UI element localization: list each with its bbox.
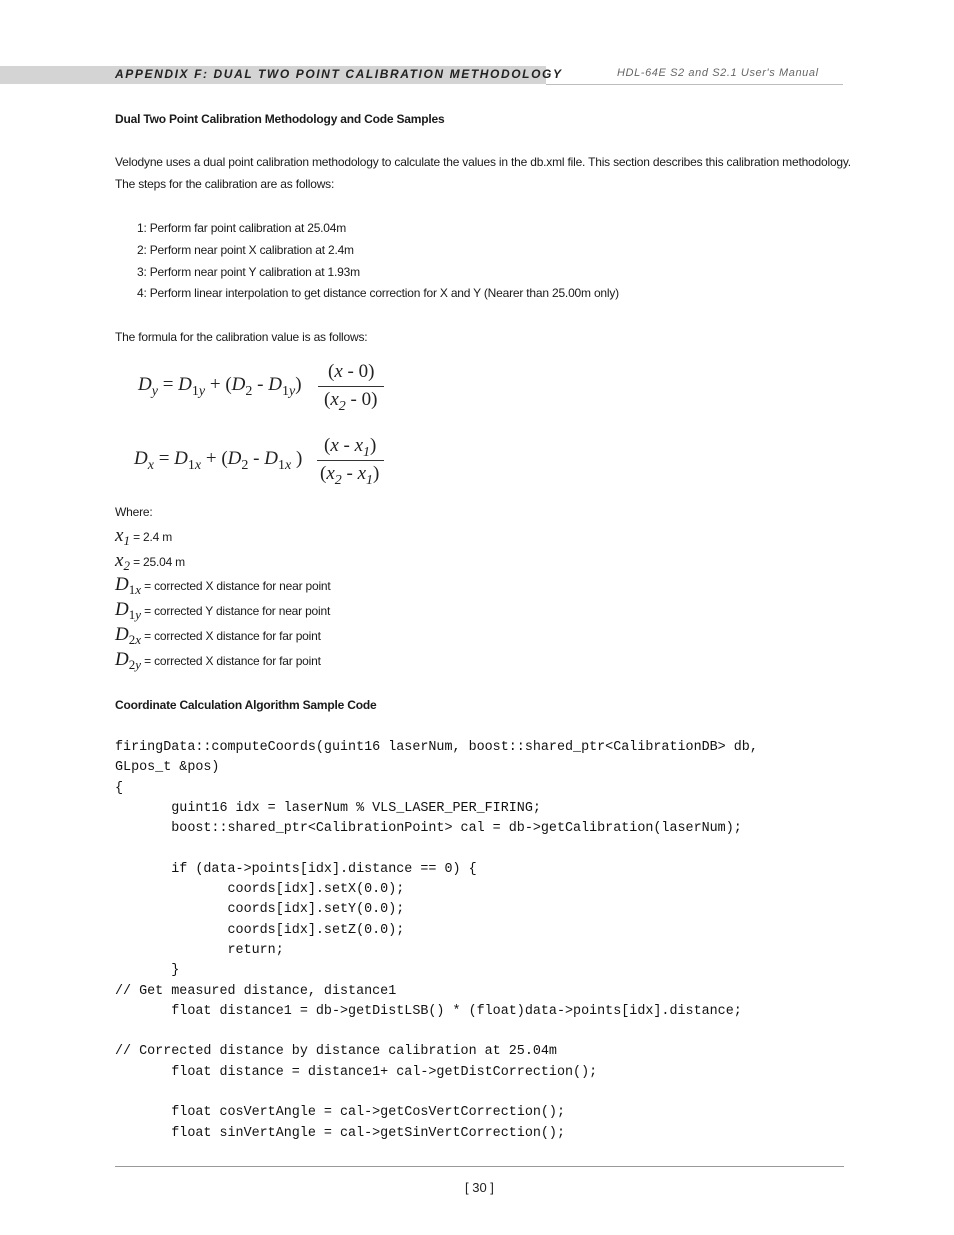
symbol-d2x: $D_{2x}$ <box>115 624 142 647</box>
manual-title: HDL-64E S2 and S2.1 User's Manual <box>617 67 819 79</box>
code-heading: Coordinate Calculation Algorithm Sample Code <box>115 698 377 712</box>
fraction-bar <box>318 386 384 387</box>
header-rule <box>546 84 843 85</box>
definition-d1x: $D_{1x}$ = corrected X distance for near point <box>115 574 331 597</box>
formula-dx-denominator: $(x_2 - x_1)$ <box>320 463 380 488</box>
symbol-x2: $x_2$ <box>115 550 130 573</box>
symbol-d1y: $D_{1y}$ <box>115 599 142 622</box>
code-sample: firingData::computeCoords(guint16 laserNum, boost::shared_ptr<CalibrationDB> db, GLpos_t &pos) { guint16 idx = laserNum % VLS_LASER_PER_FIRING; boost::shared_ptr<CalibrationPoint> cal = db->getCalibration(laserNum); if (data->points[idx].distance == 0) { coords[idx].setX(0.0); coords[idx].setY(0.0); coords[idx].setZ(0.0); return; } // Get measured distance, distance1 float distance1 = db->getDistLSB() * (float)data->points[idx].distance; // Corrected distance by distance calibration at 25.04m float distance = distance1+ cal->getDistCorrection(); float cosVertAngle = cal->getCosVertCorrection(); float sinVertAngle = cal->getSinVertCorrection(); <box>115 740 758 1141</box>
definition-d2x: $D_{2x}$ = corrected X distance for far point <box>115 624 321 647</box>
definition-x2: $x_2 = 25.04$ m <box>115 550 185 573</box>
definition-d2y: $D_{2y}$ = corrected X distance for far point <box>115 649 321 672</box>
step-item: 1: Perform far point calibration at 25.04m <box>137 221 347 235</box>
step-item: 3: Perform near point Y calibration at 1.93m <box>137 265 360 279</box>
section-heading: Dual Two Point Calibration Methodology and Code Samples <box>115 112 445 126</box>
symbol-d2y: $D_{2y}$ <box>115 649 142 672</box>
definition-x1: $x_1 = 2.4$ m <box>115 525 173 548</box>
formula-dx-lhs: $D_x = D_{1x} + (D_2 - D_{1x}$ ) <box>134 448 303 473</box>
formula-intro: The formula for the calibration value is as follows: <box>115 330 368 344</box>
formula-dy-lhs: $D_y = D_{1y} + (D_2 - D_{1y})$ <box>138 374 302 399</box>
step-item: 2: Perform near point X calibration at 2.4m <box>137 243 354 257</box>
step-item: 4: Perform linear interpolation to get distance correction for X and Y (Nearer than 25.00m only) <box>137 286 619 300</box>
intro-line-2: The steps for the calibration are as follows: <box>115 177 335 191</box>
definition-d1y: $D_{1y}$ = corrected Y distance for near point <box>115 599 331 622</box>
symbol-d1x: $D_{1x}$ <box>115 574 142 597</box>
formula-dy-numerator: (x - 0) <box>328 361 375 382</box>
fraction-bar <box>317 460 384 461</box>
formula-dy-denominator: $(x_2 - 0)$ <box>324 389 378 414</box>
section-title: APPENDIX F: DUAL TWO POINT CALIBRATION METHODOLOGY <box>115 67 563 81</box>
footer-rule <box>115 1166 844 1167</box>
symbol-x1: $x_1$ <box>115 525 130 548</box>
where-label: Where: <box>115 505 153 519</box>
page-number: [ 30 ] <box>465 1180 494 1195</box>
formula-dx-numerator: $(x - x_1)$ <box>324 435 377 460</box>
intro-line-1: Velodyne uses a dual point calibration methodology to calculate the values in the db.xml file. This section describes this calibration methodology. <box>115 155 851 169</box>
